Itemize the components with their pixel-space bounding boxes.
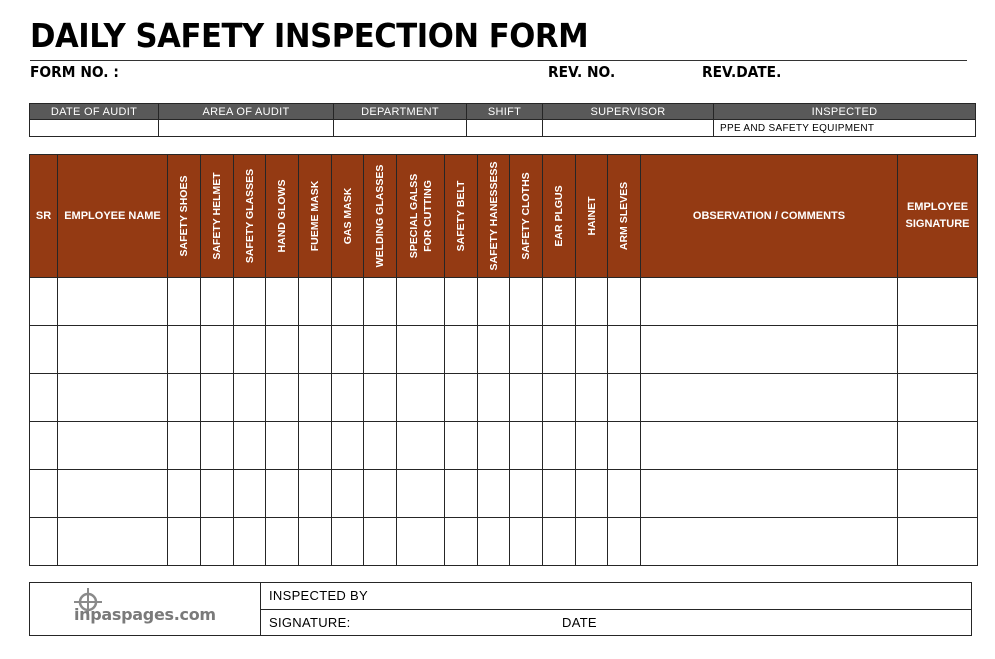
rev-date-label: REV.DATE.	[702, 63, 782, 81]
table-cell[interactable]	[332, 278, 364, 326]
header-safety-shoes: SAFETY SHOES	[168, 155, 201, 278]
header-welding-glasses: WELDING GLASSES	[364, 155, 397, 278]
inspected-value: PPE AND SAFETY EQUIPMENT	[714, 120, 976, 137]
table-cell[interactable]	[168, 278, 201, 326]
table-cell[interactable]	[201, 278, 234, 326]
table-cell[interactable]	[201, 326, 234, 374]
table-cell[interactable]	[608, 374, 641, 422]
table-cell[interactable]	[608, 470, 641, 518]
header-department: DEPARTMENT	[334, 104, 467, 120]
form-no-label: FORM NO. :	[30, 63, 119, 81]
table-cell[interactable]	[543, 470, 576, 518]
header-employee-name: EMPLOYEE NAME	[58, 155, 168, 278]
inspected-by-field[interactable]	[261, 583, 972, 610]
table-cell[interactable]	[364, 374, 397, 422]
header-fueme-mask: FUEME MASK	[299, 155, 332, 278]
table-cell[interactable]	[201, 518, 234, 566]
table-cell[interactable]	[478, 470, 510, 518]
table-cell[interactable]	[234, 326, 266, 374]
table-cell[interactable]	[201, 374, 234, 422]
table-cell[interactable]	[58, 518, 168, 566]
table-cell[interactable]	[898, 374, 978, 422]
table-cell[interactable]	[168, 422, 201, 470]
table-row	[30, 326, 978, 374]
table-cell[interactable]	[510, 326, 543, 374]
header-hairnet: HAINET	[576, 155, 608, 278]
table-cell[interactable]	[299, 470, 332, 518]
header-ear-plugs: EAR PLGUS	[543, 155, 576, 278]
table-cell[interactable]	[234, 278, 266, 326]
table-cell[interactable]	[30, 278, 58, 326]
audit-info-table	[29, 103, 976, 137]
table-cell[interactable]	[510, 470, 543, 518]
table-cell[interactable]	[397, 422, 445, 470]
table-cell[interactable]	[397, 518, 445, 566]
table-cell[interactable]	[478, 374, 510, 422]
table-cell[interactable]	[201, 470, 234, 518]
table-cell[interactable]	[641, 470, 898, 518]
table-cell[interactable]	[898, 470, 978, 518]
table-cell[interactable]	[478, 278, 510, 326]
table-cell[interactable]	[641, 422, 898, 470]
table-cell[interactable]	[30, 326, 58, 374]
table-cell[interactable]	[266, 374, 299, 422]
header-area-of-audit: AREA OF AUDIT	[159, 104, 334, 120]
table-cell[interactable]	[30, 518, 58, 566]
table-cell[interactable]	[234, 374, 266, 422]
table-cell[interactable]	[576, 374, 608, 422]
header-safety-belt: SAFETY BELT	[445, 155, 478, 278]
table-cell[interactable]	[397, 326, 445, 374]
department-field[interactable]	[334, 120, 467, 137]
table-cell[interactable]	[364, 470, 397, 518]
inspection-rows	[30, 278, 978, 566]
header-hand-glows: HAND GLOWS	[266, 155, 299, 278]
signature-label: SIGNATURE:	[269, 614, 351, 630]
table-cell[interactable]	[58, 470, 168, 518]
table-cell[interactable]	[576, 518, 608, 566]
table-cell[interactable]	[58, 374, 168, 422]
table-cell[interactable]	[299, 326, 332, 374]
table-cell[interactable]	[445, 326, 478, 374]
table-cell[interactable]	[608, 326, 641, 374]
table-cell[interactable]	[445, 374, 478, 422]
date-of-audit-field[interactable]	[30, 120, 159, 137]
table-cell[interactable]	[266, 422, 299, 470]
table-cell[interactable]	[898, 326, 978, 374]
table-cell[interactable]	[510, 422, 543, 470]
header-date-of-audit: DATE OF AUDIT	[30, 104, 159, 120]
table-cell[interactable]	[608, 518, 641, 566]
table-cell[interactable]	[445, 422, 478, 470]
logo-cell	[30, 583, 261, 636]
table-cell[interactable]	[543, 518, 576, 566]
table-cell[interactable]	[641, 326, 898, 374]
table-cell[interactable]	[576, 326, 608, 374]
table-cell[interactable]	[543, 422, 576, 470]
table-cell[interactable]	[266, 470, 299, 518]
table-cell[interactable]	[641, 278, 898, 326]
table-cell[interactable]	[608, 278, 641, 326]
table-cell[interactable]	[332, 518, 364, 566]
table-cell[interactable]	[266, 326, 299, 374]
table-cell[interactable]	[397, 470, 445, 518]
table-cell[interactable]	[58, 326, 168, 374]
table-cell[interactable]	[576, 470, 608, 518]
table-cell[interactable]	[445, 518, 478, 566]
title-divider	[30, 60, 967, 61]
header-safety-harness: SAFETY HANESSESS	[478, 155, 510, 278]
audit-header-row	[30, 104, 976, 120]
table-row	[30, 422, 978, 470]
table-cell[interactable]	[898, 422, 978, 470]
table-cell[interactable]	[576, 422, 608, 470]
table-cell[interactable]	[445, 278, 478, 326]
header-special-glass-for-cutting: SPECIAL GALSS FOR CUTTING	[397, 155, 445, 278]
table-cell[interactable]	[364, 278, 397, 326]
table-row	[30, 470, 978, 518]
table-cell[interactable]	[641, 518, 898, 566]
table-cell[interactable]	[168, 518, 201, 566]
signature-date-field[interactable]	[261, 609, 972, 636]
inspection-header-row	[30, 155, 978, 278]
table-cell[interactable]	[364, 326, 397, 374]
header-gas-mask: GAS MASK	[332, 155, 364, 278]
header-safety-helmet: SAFETY HELMET	[201, 155, 234, 278]
header-sr: SR	[30, 155, 58, 278]
header-observation: OBSERVATION / COMMENTS	[641, 155, 898, 278]
table-cell[interactable]	[168, 470, 201, 518]
table-cell[interactable]	[266, 278, 299, 326]
table-cell[interactable]	[543, 278, 576, 326]
table-cell[interactable]	[168, 326, 201, 374]
header-safety-glasses: SAFETY GLASSES	[234, 155, 266, 278]
table-cell[interactable]	[641, 374, 898, 422]
table-cell[interactable]	[234, 470, 266, 518]
inspection-table	[29, 154, 978, 566]
table-cell[interactable]	[299, 422, 332, 470]
footer-box	[29, 582, 972, 636]
table-cell[interactable]	[332, 326, 364, 374]
table-cell[interactable]	[510, 374, 543, 422]
form-title: DAILY SAFETY INSPECTION FORM	[30, 16, 589, 55]
table-cell[interactable]	[478, 326, 510, 374]
header-supervisor: SUPERVISOR	[543, 104, 714, 120]
audit-value-row	[30, 120, 976, 137]
table-row	[30, 374, 978, 422]
table-cell[interactable]	[299, 278, 332, 326]
table-cell[interactable]	[397, 278, 445, 326]
date-label: DATE	[562, 614, 597, 630]
table-cell[interactable]	[58, 278, 168, 326]
table-cell[interactable]	[30, 470, 58, 518]
header-inspected: INSPECTED	[714, 104, 976, 120]
table-cell[interactable]	[576, 278, 608, 326]
table-cell[interactable]	[332, 470, 364, 518]
table-row	[30, 518, 978, 566]
table-cell[interactable]	[299, 374, 332, 422]
table-cell[interactable]	[30, 374, 58, 422]
table-cell[interactable]	[898, 518, 978, 566]
area-of-audit-field[interactable]	[159, 120, 334, 137]
table-cell[interactable]	[543, 374, 576, 422]
table-cell[interactable]	[478, 518, 510, 566]
table-cell[interactable]	[234, 422, 266, 470]
table-cell[interactable]	[266, 518, 299, 566]
table-cell[interactable]	[543, 326, 576, 374]
table-cell[interactable]	[478, 422, 510, 470]
header-shift: SHIFT	[467, 104, 543, 120]
table-cell[interactable]	[364, 518, 397, 566]
table-cell[interactable]	[234, 518, 266, 566]
table-cell[interactable]	[364, 422, 397, 470]
logo-text: inpaspages.com	[74, 605, 216, 624]
table-cell[interactable]	[299, 518, 332, 566]
rev-no-label: REV. NO.	[548, 63, 616, 81]
table-cell[interactable]	[898, 278, 978, 326]
header-arm-sleeves: ARM SLEVES	[608, 155, 641, 278]
table-cell[interactable]	[510, 278, 543, 326]
table-cell[interactable]	[510, 518, 543, 566]
table-cell[interactable]	[445, 470, 478, 518]
table-row	[30, 278, 978, 326]
inspected-by-label: INSPECTED BY	[269, 588, 368, 604]
table-cell[interactable]	[332, 422, 364, 470]
table-cell[interactable]	[332, 374, 364, 422]
table-cell[interactable]	[30, 422, 58, 470]
shift-field[interactable]	[467, 120, 543, 137]
header-employee-signature: EMPLOYEE SIGNATURE	[898, 155, 978, 278]
table-cell[interactable]	[58, 422, 168, 470]
header-safety-cloths: SAFETY CLOTHS	[510, 155, 543, 278]
table-cell[interactable]	[397, 374, 445, 422]
supervisor-field[interactable]	[543, 120, 714, 137]
table-cell[interactable]	[201, 422, 234, 470]
table-cell[interactable]	[608, 422, 641, 470]
table-cell[interactable]	[168, 374, 201, 422]
